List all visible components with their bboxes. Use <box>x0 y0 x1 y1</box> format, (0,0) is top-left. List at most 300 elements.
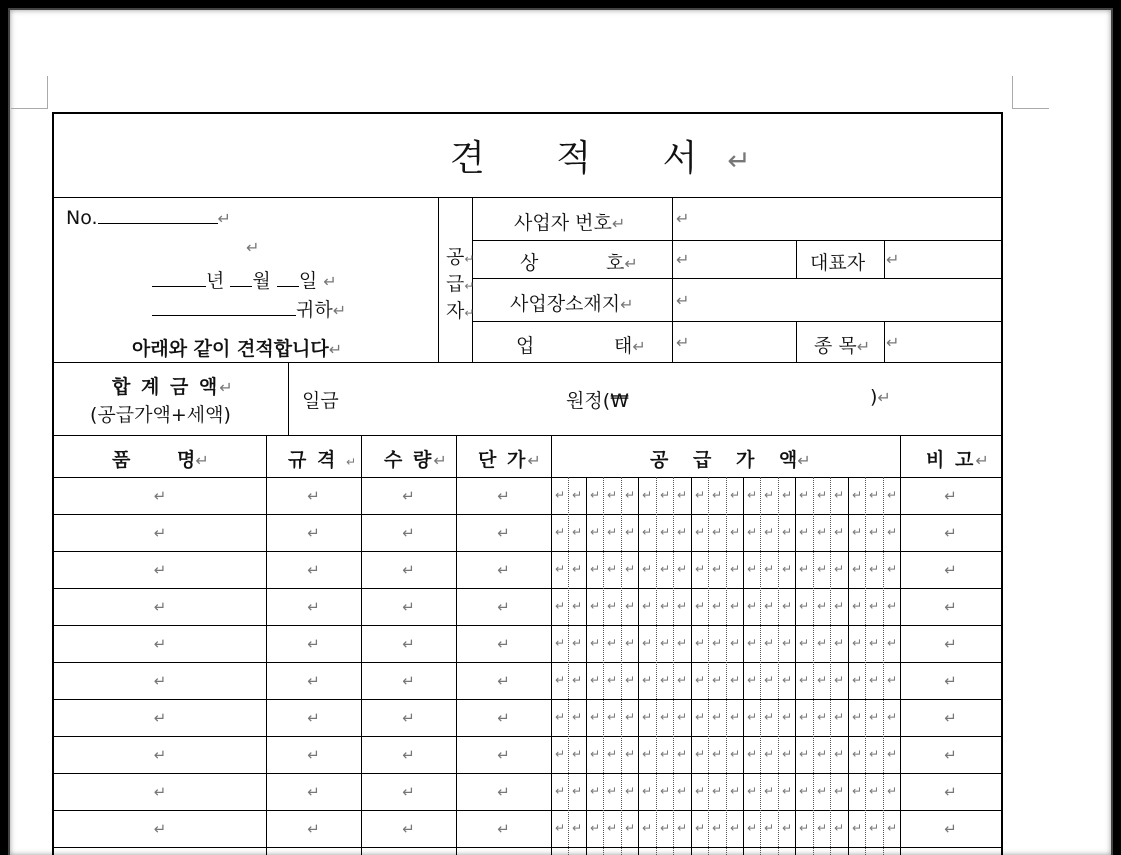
digit-cell: ↵ <box>869 562 880 576</box>
digit-cell: ↵ <box>799 821 810 835</box>
table-cell: ↵ <box>307 486 320 505</box>
total-amount-prefix: 일금 <box>302 390 339 412</box>
digit-cell: ↵ <box>834 525 845 539</box>
digit-cell: ↵ <box>817 821 828 835</box>
digit-cell: ↵ <box>677 636 688 650</box>
digit-cell: ↵ <box>625 636 636 650</box>
document-page <box>10 10 1111 855</box>
digit-cell: ↵ <box>555 673 566 687</box>
digit-cell: ↵ <box>555 488 566 502</box>
digit-cell: ↵ <box>677 673 688 687</box>
digit-cell: ↵ <box>817 562 828 576</box>
digit-cell: ↵ <box>625 784 636 798</box>
digit-cell: ↵ <box>607 525 618 539</box>
table-cell: ↵ <box>153 745 167 764</box>
digit-cell: ↵ <box>764 673 775 687</box>
col-spec: 규 격 ↵ <box>288 449 359 471</box>
supplier-label-1: 공↵ <box>446 246 475 268</box>
digit-cell: ↵ <box>747 784 758 798</box>
digit-cell: ↵ <box>730 488 741 502</box>
digit-cell: ↵ <box>834 784 845 798</box>
address-label: 사업장소재지↵ <box>510 293 634 315</box>
digit-cell: ↵ <box>887 488 898 502</box>
digit-cell: ↵ <box>817 599 828 613</box>
digit-cell: ↵ <box>747 673 758 687</box>
digit-cell: ↵ <box>852 821 863 835</box>
digit-divider <box>708 477 709 855</box>
digit-cell: ↵ <box>677 599 688 613</box>
digit-cell: ↵ <box>677 562 688 576</box>
digit-cell: ↵ <box>572 636 583 650</box>
digit-cell: ↵ <box>572 562 583 576</box>
supplier-label-2: 급↵ <box>446 273 475 295</box>
digit-cell: ↵ <box>799 747 810 761</box>
digit-cell: ↵ <box>869 747 880 761</box>
digit-cell: ↵ <box>730 710 741 724</box>
col-quantity: 수 량↵ <box>384 449 447 471</box>
digit-cell: ↵ <box>852 636 863 650</box>
digit-cell: ↵ <box>869 784 880 798</box>
digit-cell: ↵ <box>887 525 898 539</box>
digit-cell: ↵ <box>764 599 775 613</box>
digit-cell: ↵ <box>660 599 671 613</box>
table-cell: ↵ <box>402 745 415 764</box>
digit-cell: ↵ <box>660 673 671 687</box>
digit-cell: ↵ <box>817 747 828 761</box>
digit-cell: ↵ <box>625 710 636 724</box>
digit-cell: ↵ <box>747 636 758 650</box>
digit-cell: ↵ <box>817 488 828 502</box>
table-cell: ↵ <box>944 597 957 616</box>
digit-cell: ↵ <box>607 636 618 650</box>
digit-cell: ↵ <box>712 673 723 687</box>
digit-cell: ↵ <box>799 673 810 687</box>
table-cell: ↵ <box>307 597 320 616</box>
table-cell: ↵ <box>497 560 510 579</box>
digit-cell: ↵ <box>660 562 671 576</box>
digit-cell: ↵ <box>712 525 723 539</box>
table-cell: ↵ <box>307 708 320 727</box>
digit-cell: ↵ <box>799 710 810 724</box>
digit-cell: ↵ <box>852 747 863 761</box>
total-label: 합 계 금 액↵ <box>112 376 233 398</box>
table-cell: ↵ <box>153 597 167 616</box>
digit-cell: ↵ <box>695 673 706 687</box>
digit-cell: ↵ <box>747 488 758 502</box>
digit-cell: ↵ <box>730 599 741 613</box>
total-amount-close: )↵ <box>870 386 891 408</box>
digit-divider <box>778 477 779 855</box>
digit-cell: ↵ <box>764 710 775 724</box>
digit-cell: ↵ <box>695 525 706 539</box>
digit-cell: ↵ <box>590 488 601 502</box>
digit-cell: ↵ <box>625 599 636 613</box>
digit-cell: ↵ <box>834 562 845 576</box>
table-cell: ↵ <box>402 819 415 838</box>
table-cell: ↵ <box>153 486 167 505</box>
col-supply-amount: 공 급 가 액↵ <box>650 449 811 471</box>
digit-cell: ↵ <box>817 710 828 724</box>
digit-cell: ↵ <box>747 525 758 539</box>
digit-cell: ↵ <box>695 784 706 798</box>
digit-cell: ↵ <box>642 821 653 835</box>
digit-cell: ↵ <box>782 488 793 502</box>
table-cell: ↵ <box>402 560 415 579</box>
digit-cell: ↵ <box>869 636 880 650</box>
digit-divider <box>743 477 744 855</box>
digit-cell: ↵ <box>730 673 741 687</box>
total-amount-suffix: 원정(₩ <box>566 390 629 412</box>
digit-cell: ↵ <box>642 673 653 687</box>
table-cell: ↵ <box>307 560 320 579</box>
digit-cell: ↵ <box>712 784 723 798</box>
statement-text: 아래와 같이 견적합니다↵ <box>132 338 343 360</box>
digit-cell: ↵ <box>887 562 898 576</box>
digit-divider <box>621 477 622 855</box>
digit-cell: ↵ <box>782 821 793 835</box>
table-cell: ↵ <box>153 523 167 542</box>
digit-divider <box>603 477 604 855</box>
digit-cell: ↵ <box>590 821 601 835</box>
digit-cell: ↵ <box>660 636 671 650</box>
digit-cell: ↵ <box>572 784 583 798</box>
table-cell: ↵ <box>402 597 415 616</box>
table-cell: ↵ <box>402 782 415 801</box>
digit-cell: ↵ <box>799 599 810 613</box>
digit-divider <box>795 477 796 855</box>
col-item-name: 품 명↵ <box>112 449 209 471</box>
digit-cell: ↵ <box>695 562 706 576</box>
representative-label: 대표자 <box>810 252 866 274</box>
digit-cell: ↵ <box>572 673 583 687</box>
quote-number-field: No. ↵ <box>66 207 231 229</box>
digit-divider <box>638 477 639 855</box>
business-number-label: 사업자 번호↵ <box>514 212 626 234</box>
digit-cell: ↵ <box>782 710 793 724</box>
digit-cell: ↵ <box>555 599 566 613</box>
digit-cell: ↵ <box>695 599 706 613</box>
digit-divider <box>865 477 866 855</box>
digit-cell: ↵ <box>677 710 688 724</box>
digit-divider <box>813 477 814 855</box>
digit-cell: ↵ <box>887 710 898 724</box>
table-cell: ↵ <box>402 708 415 727</box>
digit-cell: ↵ <box>764 525 775 539</box>
digit-cell: ↵ <box>747 821 758 835</box>
digit-cell: ↵ <box>625 488 636 502</box>
digit-cell: ↵ <box>590 747 601 761</box>
table-cell: ↵ <box>497 819 510 838</box>
digit-divider <box>883 477 884 855</box>
digit-cell: ↵ <box>607 710 618 724</box>
table-cell: ↵ <box>153 634 167 653</box>
digit-cell: ↵ <box>730 784 741 798</box>
digit-cell: ↵ <box>572 821 583 835</box>
digit-cell: ↵ <box>852 710 863 724</box>
table-cell: ↵ <box>307 671 320 690</box>
total-sublabel: (공급가액+세액) <box>90 404 231 426</box>
digit-cell: ↵ <box>555 636 566 650</box>
digit-cell: ↵ <box>712 562 723 576</box>
table-cell: ↵ <box>944 745 957 764</box>
digit-cell: ↵ <box>887 599 898 613</box>
date-field: 년 월 일 ↵ <box>152 266 337 293</box>
digit-cell: ↵ <box>730 636 741 650</box>
col-unit-price: 단 가↵ <box>478 449 541 471</box>
digit-cell: ↵ <box>555 710 566 724</box>
digit-cell: ↵ <box>572 525 583 539</box>
digit-cell: ↵ <box>695 710 706 724</box>
table-cell: ↵ <box>497 486 510 505</box>
digit-cell: ↵ <box>607 673 618 687</box>
table-cell: ↵ <box>497 634 510 653</box>
digit-cell: ↵ <box>747 562 758 576</box>
digit-cell: ↵ <box>555 747 566 761</box>
table-cell: ↵ <box>944 634 957 653</box>
table-cell: ↵ <box>402 671 415 690</box>
digit-cell: ↵ <box>695 488 706 502</box>
trade-name-label-2: 호↵ <box>606 252 638 274</box>
table-cell: ↵ <box>944 782 957 801</box>
digit-cell: ↵ <box>625 821 636 835</box>
digit-cell: ↵ <box>852 525 863 539</box>
digit-cell: ↵ <box>782 747 793 761</box>
digit-cell: ↵ <box>817 784 828 798</box>
digit-cell: ↵ <box>712 599 723 613</box>
digit-cell: ↵ <box>607 747 618 761</box>
digit-cell: ↵ <box>625 525 636 539</box>
digit-cell: ↵ <box>712 747 723 761</box>
digit-cell: ↵ <box>712 821 723 835</box>
digit-cell: ↵ <box>572 599 583 613</box>
digit-cell: ↵ <box>764 784 775 798</box>
digit-cell: ↵ <box>642 747 653 761</box>
form-title: 견 적 서↵ <box>450 138 751 179</box>
digit-cell: ↵ <box>695 747 706 761</box>
digit-divider <box>760 477 761 855</box>
column-divider <box>551 435 552 855</box>
digit-cell: ↵ <box>887 821 898 835</box>
digit-cell: ↵ <box>572 488 583 502</box>
table-cell: ↵ <box>153 708 167 727</box>
digit-cell: ↵ <box>642 562 653 576</box>
digit-cell: ↵ <box>642 599 653 613</box>
table-cell: ↵ <box>944 671 957 690</box>
digit-cell: ↵ <box>572 747 583 761</box>
digit-cell: ↵ <box>607 821 618 835</box>
digit-cell: ↵ <box>590 784 601 798</box>
table-cell: ↵ <box>307 523 320 542</box>
digit-cell: ↵ <box>677 525 688 539</box>
digit-cell: ↵ <box>817 673 828 687</box>
digit-cell: ↵ <box>834 636 845 650</box>
digit-cell: ↵ <box>887 673 898 687</box>
digit-cell: ↵ <box>869 821 880 835</box>
digit-cell: ↵ <box>834 747 845 761</box>
table-cell: ↵ <box>497 671 510 690</box>
crop-mark-top-left <box>11 76 48 109</box>
table-cell: ↵ <box>153 819 167 838</box>
business-type-label: 업 <box>516 335 535 357</box>
digit-cell: ↵ <box>852 599 863 613</box>
digit-cell: ↵ <box>642 784 653 798</box>
digit-cell: ↵ <box>834 821 845 835</box>
digit-cell: ↵ <box>660 784 671 798</box>
table-cell: ↵ <box>944 523 957 542</box>
digit-divider <box>568 477 569 855</box>
digit-cell: ↵ <box>747 710 758 724</box>
digit-cell: ↵ <box>590 636 601 650</box>
digit-cell: ↵ <box>607 784 618 798</box>
digit-cell: ↵ <box>869 710 880 724</box>
digit-cell: ↵ <box>607 599 618 613</box>
digit-cell: ↵ <box>677 488 688 502</box>
table-cell: ↵ <box>153 782 167 801</box>
digit-divider <box>673 477 674 855</box>
table-cell: ↵ <box>153 560 167 579</box>
digit-cell: ↵ <box>660 747 671 761</box>
digit-cell: ↵ <box>852 488 863 502</box>
digit-cell: ↵ <box>712 488 723 502</box>
digit-cell: ↵ <box>869 673 880 687</box>
digit-divider <box>586 477 587 855</box>
digit-cell: ↵ <box>887 747 898 761</box>
digit-cell: ↵ <box>642 525 653 539</box>
digit-cell: ↵ <box>869 525 880 539</box>
digit-cell: ↵ <box>799 784 810 798</box>
digit-cell: ↵ <box>607 488 618 502</box>
digit-cell: ↵ <box>834 488 845 502</box>
digit-cell: ↵ <box>782 636 793 650</box>
digit-cell: ↵ <box>590 710 601 724</box>
digit-cell: ↵ <box>834 710 845 724</box>
col-remarks: 비 고↵ <box>926 449 989 471</box>
digit-cell: ↵ <box>712 710 723 724</box>
digit-divider <box>848 477 849 855</box>
digit-cell: ↵ <box>555 525 566 539</box>
digit-cell: ↵ <box>555 821 566 835</box>
digit-cell: ↵ <box>869 599 880 613</box>
digit-cell: ↵ <box>590 599 601 613</box>
digit-cell: ↵ <box>572 710 583 724</box>
digit-cell: ↵ <box>625 673 636 687</box>
digit-cell: ↵ <box>764 636 775 650</box>
digit-cell: ↵ <box>782 562 793 576</box>
digit-cell: ↵ <box>869 488 880 502</box>
digit-cell: ↵ <box>730 821 741 835</box>
digit-cell: ↵ <box>660 821 671 835</box>
digit-cell: ↵ <box>747 599 758 613</box>
digit-cell: ↵ <box>747 747 758 761</box>
digit-cell: ↵ <box>590 673 601 687</box>
digit-cell: ↵ <box>887 636 898 650</box>
table-cell: ↵ <box>944 708 957 727</box>
row-divider <box>54 847 1001 848</box>
table-cell: ↵ <box>307 745 320 764</box>
table-cell: ↵ <box>497 708 510 727</box>
digit-cell: ↵ <box>887 784 898 798</box>
digit-cell: ↵ <box>817 525 828 539</box>
digit-cell: ↵ <box>764 488 775 502</box>
digit-cell: ↵ <box>764 562 775 576</box>
digit-cell: ↵ <box>782 525 793 539</box>
table-cell: ↵ <box>402 486 415 505</box>
digit-cell: ↵ <box>852 784 863 798</box>
digit-cell: ↵ <box>852 562 863 576</box>
digit-cell: ↵ <box>642 636 653 650</box>
digit-cell: ↵ <box>677 747 688 761</box>
business-type-label-2: 태↵ <box>614 335 646 357</box>
table-cell: ↵ <box>402 523 415 542</box>
digit-cell: ↵ <box>590 525 601 539</box>
digit-cell: ↵ <box>764 747 775 761</box>
table-cell: ↵ <box>497 597 510 616</box>
digit-divider <box>726 477 727 855</box>
digit-cell: ↵ <box>555 562 566 576</box>
digit-cell: ↵ <box>764 821 775 835</box>
digit-cell: ↵ <box>730 525 741 539</box>
table-cell: ↵ <box>497 782 510 801</box>
table-cell: ↵ <box>944 486 957 505</box>
digit-divider <box>691 477 692 855</box>
digit-cell: ↵ <box>660 488 671 502</box>
digit-cell: ↵ <box>782 673 793 687</box>
quotation-form: 견 적 서↵ No. ↵ ↵ 년 월 일 ↵ 귀하↵ 아래와 같이 견적합니다↵ 공↵ 급↵ 자↵ 사업자 번호↵ ↵ 상 호↵ ↵ 대표자 ↵ 사업장소재지↵ ↵ 업 태↵ ↵ 종 목↵ ↵ 합 계 금 액↵ (공급가액+세액) 일금 원정(₩ )↵ 품 명↵ 규 격 ↵ 수 량↵ 단 가↵ 공 급 가 액↵ 비 고↵ ↵ ↵ ↵ ↵ ↵ ↵ ↵ ↵ ↵ ↵ ↵ ↵ ↵ ↵ ↵ ↵ ↵ ↵ ↵ ↵ ↵ ↵ ↵ ↵ ↵ ↵ ↵ ↵ ↵ ↵ ↵ ↵ ↵ ↵ ↵ ↵ ↵ ↵ ↵ ↵ ↵ ↵ ↵ ↵ ↵ ↵ ↵ ↵ ↵ ↵ ↵ ↵ ↵ ↵ ↵ ↵ ↵ ↵ ↵ ↵ ↵ ↵ ↵ ↵ ↵ ↵ ↵ ↵ ↵ ↵ ↵ ↵ ↵ ↵ ↵ ↵ ↵ ↵ ↵ ↵ ↵ ↵ ↵ ↵ ↵ ↵ ↵ ↵ ↵ ↵ ↵ ↵ ↵ ↵ ↵ ↵ ↵ ↵ ↵ ↵ ↵ ↵ ↵ ↵ ↵ ↵ ↵ ↵ ↵ ↵ ↵ ↵ ↵ ↵ ↵ ↵ ↵ ↵ ↵ ↵ ↵ ↵ ↵ ↵ ↵ ↵ ↵ ↵ ↵ ↵ ↵ ↵ ↵ ↵ ↵ ↵ ↵ ↵ ↵ ↵ ↵ ↵ ↵ ↵ ↵ ↵ ↵ ↵ ↵ ↵ ↵ ↵ ↵ ↵ ↵ ↵ ↵ ↵ ↵ ↵ ↵ ↵ ↵ ↵ ↵ ↵ ↵ ↵ ↵ ↵ ↵ ↵ ↵ ↵ ↵ ↵ ↵ ↵ ↵ ↵ ↵ ↵ ↵ ↵ ↵ ↵ ↵ ↵ ↵ ↵ ↵ ↵ ↵ ↵ ↵ ↵ ↵ ↵ ↵ ↵ ↵ ↵ ↵ ↵ ↵ ↵ ↵ ↵ ↵ ↵ ↵ ↵ ↵ ↵ ↵ ↵ ↵ ↵ ↵ ↵ ↵ ↵ ↵ ↵ ↵ ↵ ↵ ↵ ↵ ↵ ↵ ↵ ↵ ↵ ↵ ↵ ↵ ↵ ↵ ↵ ↵ ↵ ↵ ↵ ↵ ↵ ↵ ↵ ↵ ↵ <box>52 112 1003 855</box>
digit-cell: ↵ <box>817 636 828 650</box>
digit-cell: ↵ <box>799 525 810 539</box>
supplier-label-3: 자↵ <box>446 300 475 322</box>
digit-cell: ↵ <box>730 747 741 761</box>
table-cell: ↵ <box>944 819 957 838</box>
digit-cell: ↵ <box>799 636 810 650</box>
table-cell: ↵ <box>497 523 510 542</box>
digit-cell: ↵ <box>555 784 566 798</box>
table-cell: ↵ <box>307 782 320 801</box>
table-cell: ↵ <box>307 819 320 838</box>
digit-cell: ↵ <box>834 599 845 613</box>
digit-cell: ↵ <box>782 599 793 613</box>
digit-cell: ↵ <box>642 710 653 724</box>
digit-cell: ↵ <box>799 488 810 502</box>
digit-cell: ↵ <box>677 821 688 835</box>
digit-cell: ↵ <box>712 636 723 650</box>
table-cell: ↵ <box>402 634 415 653</box>
digit-cell: ↵ <box>677 784 688 798</box>
digit-cell: ↵ <box>625 562 636 576</box>
digit-cell: ↵ <box>642 488 653 502</box>
category-label: 종 목↵ <box>814 335 871 357</box>
digit-cell: ↵ <box>607 562 618 576</box>
table-cell: ↵ <box>497 745 510 764</box>
digit-cell: ↵ <box>799 562 810 576</box>
recipient-field: 귀하↵ <box>152 295 346 322</box>
table-cell: ↵ <box>153 671 167 690</box>
digit-cell: ↵ <box>695 821 706 835</box>
digit-divider <box>656 477 657 855</box>
digit-cell: ↵ <box>660 710 671 724</box>
table-cell: ↵ <box>307 634 320 653</box>
digit-cell: ↵ <box>660 525 671 539</box>
digit-divider <box>830 477 831 855</box>
digit-cell: ↵ <box>590 562 601 576</box>
digit-cell: ↵ <box>695 636 706 650</box>
table-cell: ↵ <box>944 560 957 579</box>
digit-cell: ↵ <box>852 673 863 687</box>
digit-cell: ↵ <box>834 673 845 687</box>
trade-name-label: 상 <box>520 252 539 274</box>
crop-mark-top-right <box>1012 76 1049 109</box>
digit-cell: ↵ <box>782 784 793 798</box>
